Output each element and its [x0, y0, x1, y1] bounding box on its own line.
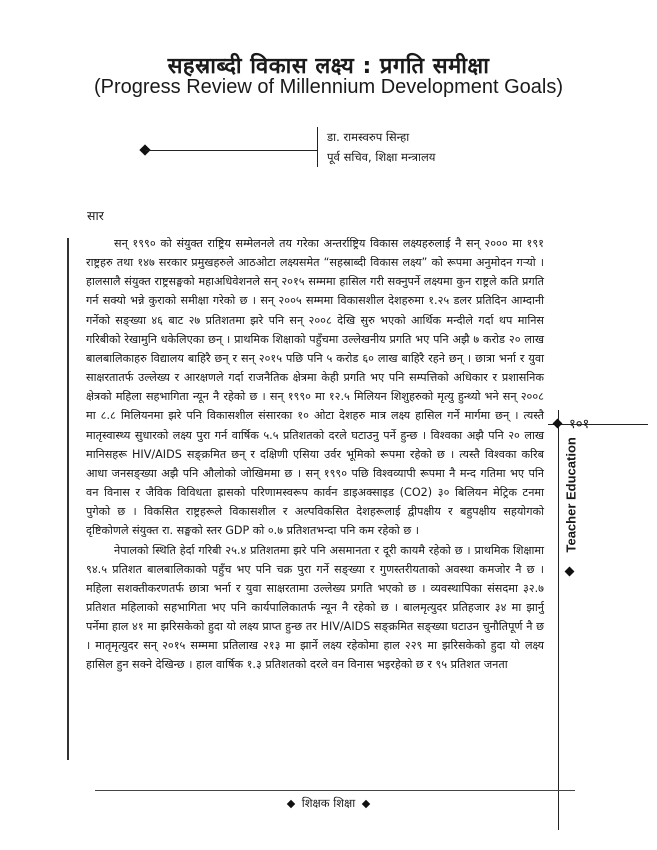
side-label-diamond-icon — [565, 567, 575, 577]
title-english: (Progress Review of Millennium Development Goals) — [93, 76, 564, 98]
author-rule — [145, 150, 317, 151]
page-number: १०१ — [569, 417, 590, 432]
abstract-heading: सार — [87, 208, 104, 223]
author-name: डा. रामस्वरुप सिन्हा — [327, 130, 410, 144]
footer — [0, 796, 657, 811]
author-position: पूर्व सचिव, शिक्षा मन्त्रालय — [327, 150, 436, 164]
title-nepali: सहस्राब्दी विकास लक्ष्य : प्रगति समीक्षा — [167, 54, 490, 79]
page-number-rule — [548, 424, 648, 425]
page-number-diamond-icon — [553, 419, 563, 429]
footer-journal-name: शिक्षक शिक्षा — [301, 796, 356, 810]
abstract-left-rule — [67, 238, 69, 760]
footer-rule — [95, 790, 575, 791]
footer-diamond-right-icon — [362, 799, 370, 807]
abstract-paragraph-1: सन् १९९० को संयुक्त राष्ट्रिय सम्मेलनले तय गरेका अन्तर्राष्ट्रिय विकास लक्ष्यहरुलाई नै सन् २००० मा १९१ राष्ट्रहरु तथा १४७ सरकार प्रमुखहरुले आठओटा लक्ष्यसमेत “सहस्राब्दी विकास लक्ष्य” को रूपमा अनुमोदन गर्‍यो । हालसालै संयुक्त राष्ट्रसङ्घको महाअधिवेशनले सन् २०१५ सम्ममा हासिल गरी सक्नुपर्ने लक्ष्यमा कुन राष्ट्रले कति प्रगति गर्न सक्यो भन्ने कुराको समीक्षा गरेको छ । सन् २००५ सम्ममा विकासशील देशहरुमा १.२५ डलर प्रतिदिन आम्दानी गर्नेको सङ्ख्या ४६ बाट २७ प्रतिशतमा झरे पनि सन् २००८ देखि सुरु भएको आर्थिक मन्दीले गर्दा थप मानिस गरिबीको रेखामुनि धकेलिएका छन् । प्राथमिक शिक्षाको पहुँचमा उल्लेखनीय प्रगति भए पनि अझै ७ करोड २० लाख बालबालिकाहरु विद्यालय बाहिरै छन् र सन् २०१५ पछि पनि ५ करोड ६० लाख बाहिरै रहने छन् । छात्रा भर्ना र युवा साक्षरतातर्फ उल्लेख्य र आरक्षणले गर्दा राजनैतिक क्षेत्रमा केही प्रगति भए पनि सम्पत्तिको अधिकार र प्रशासनिक क्षेत्रको महिला सहभागिता न्यून नै रहेको छ । सन् १९९० मा १२.५ मिलियन शिशुहरुको मृत्यु हुन्थ्यो भने सन् २००८ मा ८.८ मिलियनमा झरे पनि विकासशील संसारका १० ओटा देशहरु मात्र लक्ष्य हासिल गर्ने मार्गमा छन् । त्यस्तै मातृस्वास्थ्य सुधारको लक्ष्य पुरा गर्न वार्षिक ५.५ प्रतिशतको दरले घटाउनु पर्ने हुन्छ । विश्वका अझै पनि २० लाख मानिसहरू HIV/AIDS सङ्क्रमित छन् र दक्षिणी एसिया उर्वर भूमिको रूपमा रहेको छ । त्यस्तै विश्वका करिब आधा जनसङ्ख्या अझै पनि औलोको जोखिममा छ । सन् १९९० पछि विश्वव्यापी रूपमा नै मन्द गतिमा भए पनि वन विनास र जैविक विविधता ह्रासको परिणामस्वरूप कार्वन डाइअक्साइड (CO2) ३० बिलियन मेट्रिक टनमा पुगेको छ । विकसित राष्ट्रहरूले विकासशील र अल्पविकसित देशहरूलाई द्वीपक्षीय र बहुपक्षीय सहयोगको दृष्टिकोणले संयुक्त रा. सङ्घको स्तर GDP को ०.७ प्रतिशतभन्दा पनि कम रहेको छ । — [86, 237, 544, 538]
author-rule-vertical — [317, 127, 318, 167]
footer-diamond-left-icon — [286, 799, 294, 807]
margin-vertical-rule — [558, 410, 559, 830]
journal-side-label: Teacher Education — [563, 437, 579, 553]
abstract-body — [86, 234, 544, 675]
abstract-paragraph-2: नेपालको स्थिति हेर्दा गरिबी २५.४ प्रतिशतमा झरे पनि असमानता र दूरी कायमै रहेको छ । प्राथमिक शिक्षामा ९४.५ प्रतिशत बालबालिकाको पहुँच भए पनि चक्र पुरा गर्ने सङ्ख्या र गुणस्तरीयताको अवस्था कमजोर नै छ । महिला सशक्तीकरणतर्फ छात्रा भर्ना र युवा साक्षरतामा उल्लेख्य प्रगति भएको छ । व्यवस्थापिका संसदमा ३२.७ प्रतिशत महिलाको सहभागिता भए पनि कार्यपालिकातर्फ न्यून नै रहेको छ । बालमृत्युदर प्रतिहजार ३४ मा झार्नु पर्नेमा हाल ४१ मा झरिसकेको हुदा यो लक्ष्य प्राप्त हुन्छ तर HIV/AIDS सङ्क्रमित सङ्ख्या घटाउन चुनौतिपूर्ण नै छ । मातृमृत्युदर सन् २०१५ सम्ममा प्रतिलाख २१३ मा झार्ने लक्ष्य रहेकोमा हाल २२९ मा झरिसकेको हुदा यो लक्ष्य हासिल हुन सक्ने देखिन्छ । हाल वार्षिक १.३ प्रतिशतको दरले वन विनास भइरहेको छ र ९५ प्रतिशत जनता — [86, 543, 544, 672]
